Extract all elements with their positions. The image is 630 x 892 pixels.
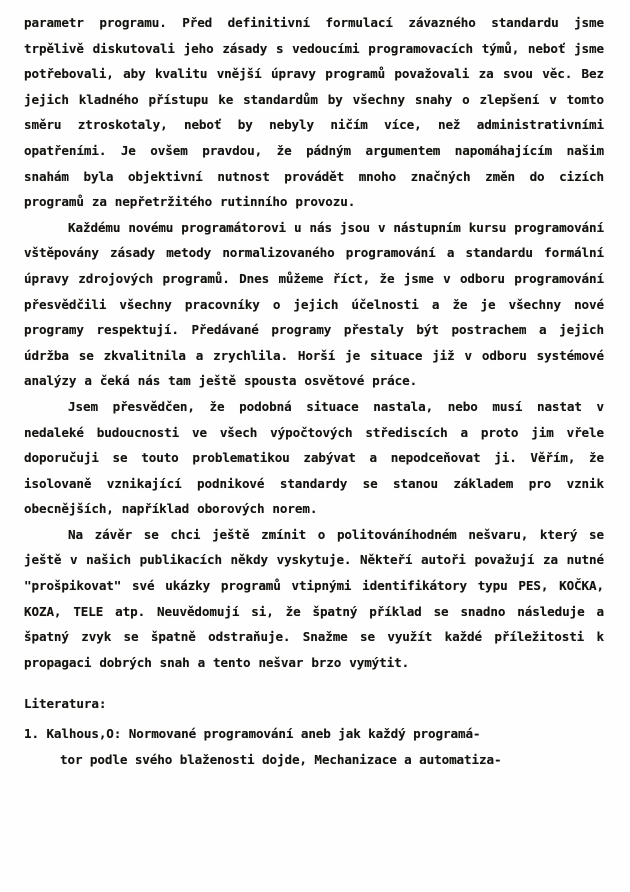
body-paragraph-2: Každému novému programátorovi u nás jsou v nástupním kursu programování vštěpovány zásady metody normalizovaného programování a standardu formální úpravy zdrojových programů. Dnes můžeme říct, že jsme v odboru programování přesvědčili všechny pracovníky o jejich účelnosti a že je všechny nové programy respektují. Předávané programy přestaly být postrachem a jejich údržba se zkvalitnila a zrychlila. Horší je situace již v odboru systémové analýzy a čeká nás tam ještě spousta osvětové práce. (24, 219, 604, 389)
reference-item-1-line-2: tor podle svého blaženosti dojde, Mechanizace a automatiza- (60, 751, 502, 767)
body-paragraph-4: Na závěr se chci ještě zmínit o politováníhodném nešvaru, který se ještě v našich publikacích někdy vyskytuje. Někteří autoři považují za nutné "prošpikovat" své ukázky programů vtipnými identifikátory typu PES, KOČKA, KOZA, TELE atp. Neuvědomují si, že špatný příklad se snadno následuje a špatný zvyk se špatně odstraňuje. Snažme se využít každé příležitosti k propagaci dobrých snah a tento nešvar brzo vymýtit. (24, 526, 604, 670)
body-paragraph-1: parametr programu. Před definitivní formulací závazného standardu jsme trpělivě diskutovali jeho zásady s vedoucími programovacích týmů, neboť jsme potřebovali, aby kvalitu vnější úpravy programů považovali za svou věc. Bez jejich kladného přístupu ke standardům by všechny snahy o zlepšení v tomto směru ztroskotaly, neboť by nebyly ničím více, než administrativními opatřeními. Je ovšem pravdou, že pádným argumentem napomáhajícím našim snahám byla objektivní nutnost provádět mnoho značných změn do cizích programů za nepřetržitého rutinního provozu. (24, 15, 604, 210)
body-paragraph-3: Jsem přesvědčen, že podobná situace nastala, nebo musí nastat v nedaleké budoucnosti ve všech výpočtových střediscích a proto jim vřele doporučuji se touto problematikou zabývat a nepodceňovat ji. Věřím, že isolovaně vznikající podnikové standardy se stanou základem pro vznik obecnějších, například oborových norem. (24, 398, 604, 517)
references-heading: Literatura: (24, 696, 107, 712)
reference-item-1-line-1: 1. Kalhous,O: Normované programování aneb jak každý programá- (24, 726, 481, 742)
